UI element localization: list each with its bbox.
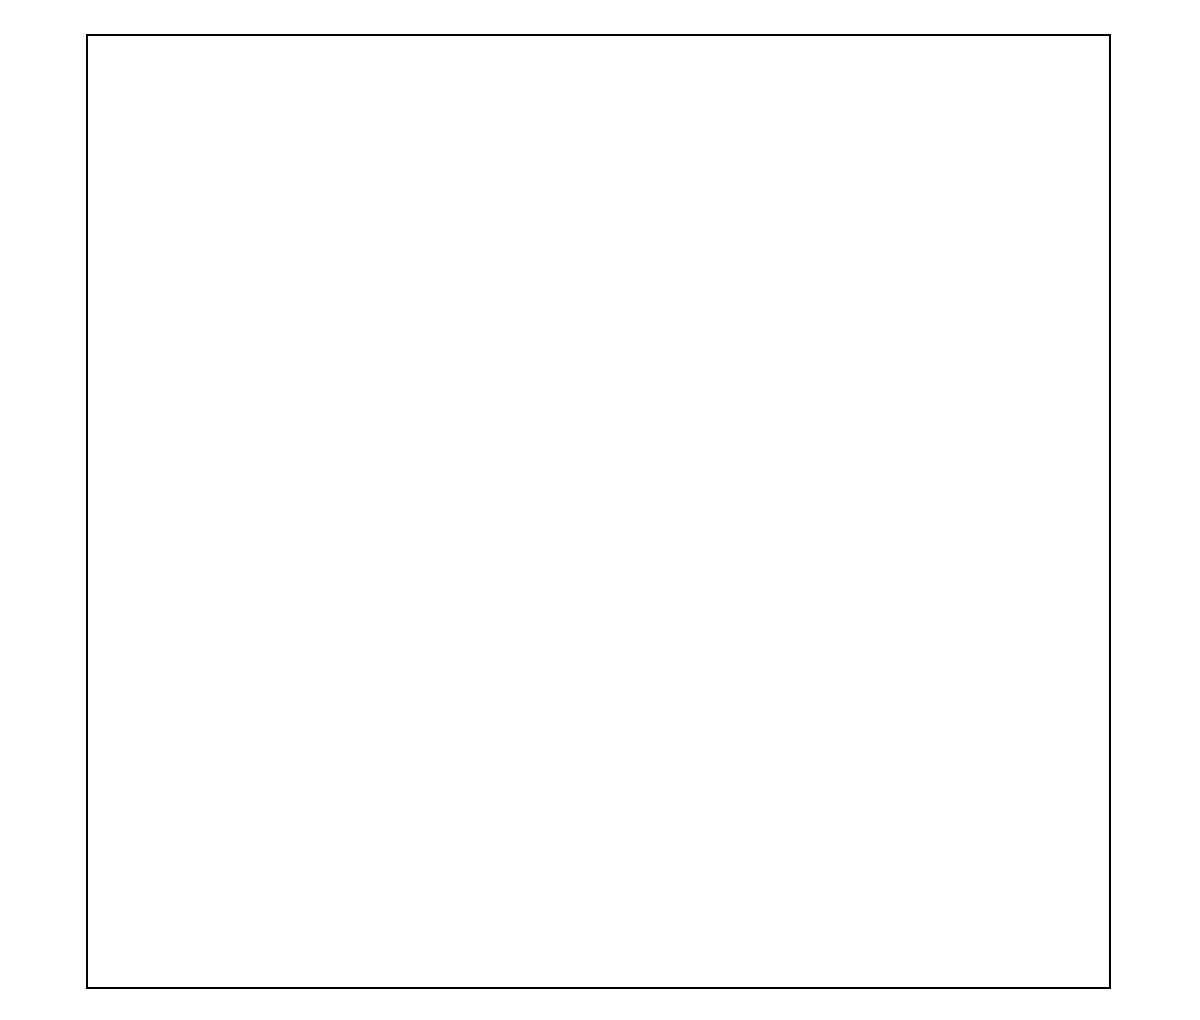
washer-dimensions-table [86, 34, 1111, 989]
